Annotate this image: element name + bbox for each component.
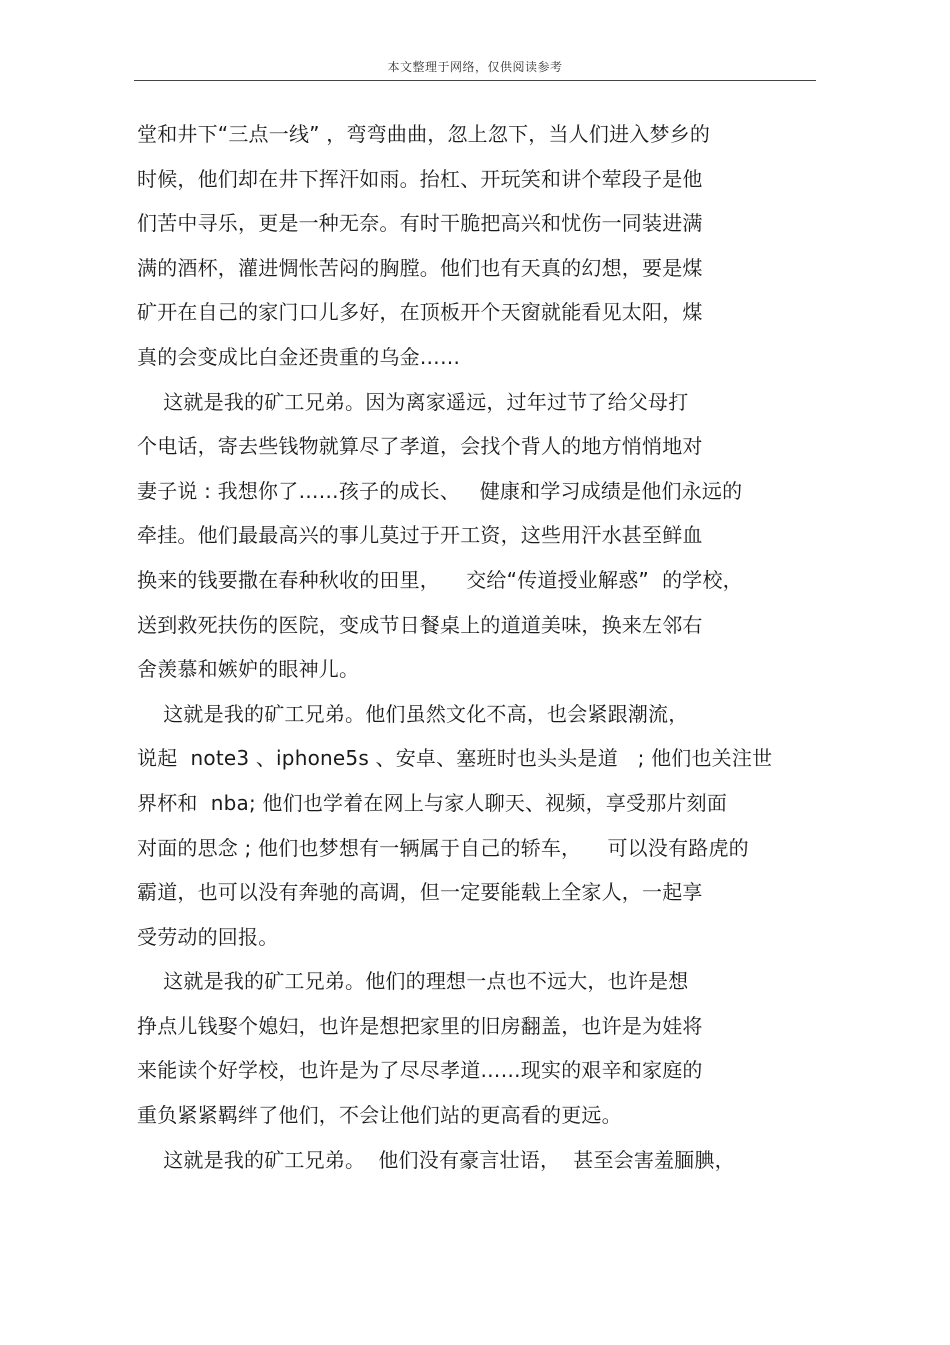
page-header: 本文整理于网络，仅供阅读参考 (387, 60, 563, 74)
text-line: 受劳动的回报。 (137, 924, 279, 949)
text-line: 堂和井下“三点一线” ，弯弯曲曲，忽上忽下，当人们进入梦乡的 (137, 122, 711, 146)
text-line: 牵挂。他们最最高兴的事儿莫过于开工资，这些用汗水甚至鲜血 (137, 523, 703, 548)
text-line: 个电话，寄去些钱物就算尽了孝道，会找个背人的地方悄悄地对 (137, 434, 703, 459)
text-line: 对面的思念 ; 他们也梦想有一辆属于自己的轿车， 可以没有路虎的 (137, 835, 749, 860)
header-divider (134, 80, 816, 81)
text-line: 这就是我的矿工兄弟。 他们没有豪言壮语， 甚至会害羞腼腆， (137, 1147, 735, 1172)
text-line: 舍羡慕和嫉妒的眼神儿。 (137, 657, 360, 682)
text-line: 满的酒杯，灌进惆怅苦闷的胸膛。他们也有天真的幻想，要是煤 (137, 255, 703, 280)
text-line: 换来的钱要撒在春种秋收的田里， 交给“传道授业解惑” 的学校， (137, 567, 743, 592)
text-line: 霸道，也可以没有奔驰的高调，但一定要能载上全家人，一起享 (137, 880, 703, 905)
text-line: 挣点儿钱娶个媳妇，也许是想把家里的旧房翻盖，也许是为娃将 (137, 1013, 703, 1038)
text-line: 这就是我的矿工兄弟。他们的理想一点也不远大，也许是想 (137, 969, 689, 994)
text-line: 真的会变成比白金还贵重的乌金…… (137, 344, 461, 369)
text-line: 们苦中寻乐，更是一种无奈。有时干脆把高兴和忧伤一同装进满 (137, 211, 703, 236)
text-line: 界杯和 nba; 他们也学着在网上与家人聊天、视频，享受那片刻面 (137, 790, 728, 815)
document-body (137, 112, 817, 1182)
text-line: 妻子说 : 我想你了……孩子的成长、 健康和学习成绩是他们永远的 (137, 478, 743, 503)
text-line: 送到救死扶伤的医院，变成节日餐桌上的道道美味，换来左邻右 (137, 612, 703, 637)
text-line: 重负紧紧羁绊了他们，不会让他们站的更高看的更远。 (137, 1103, 622, 1128)
text-line: 来能读个好学校，也许是为了尽尽孝道……现实的艰辛和家庭的 (137, 1058, 703, 1083)
text-line: 矿开在自己的家门口儿多好，在顶板开个天窗就能看见太阳，煤 (137, 300, 703, 325)
text-line: 时候，他们却在井下挥汗如雨。抬杠、开玩笑和讲个荤段子是他 (137, 166, 703, 191)
text-line: 这就是我的矿工兄弟。因为离家遥远，过年过节了给父母打 (137, 389, 689, 414)
text-line: 说起 note3 、iphone5s 、安卓、塞班时也头头是道 ; 他们也关注世 (137, 746, 773, 771)
text-line: 这就是我的矿工兄弟。他们虽然文化不高，也会紧跟潮流， (137, 701, 689, 726)
